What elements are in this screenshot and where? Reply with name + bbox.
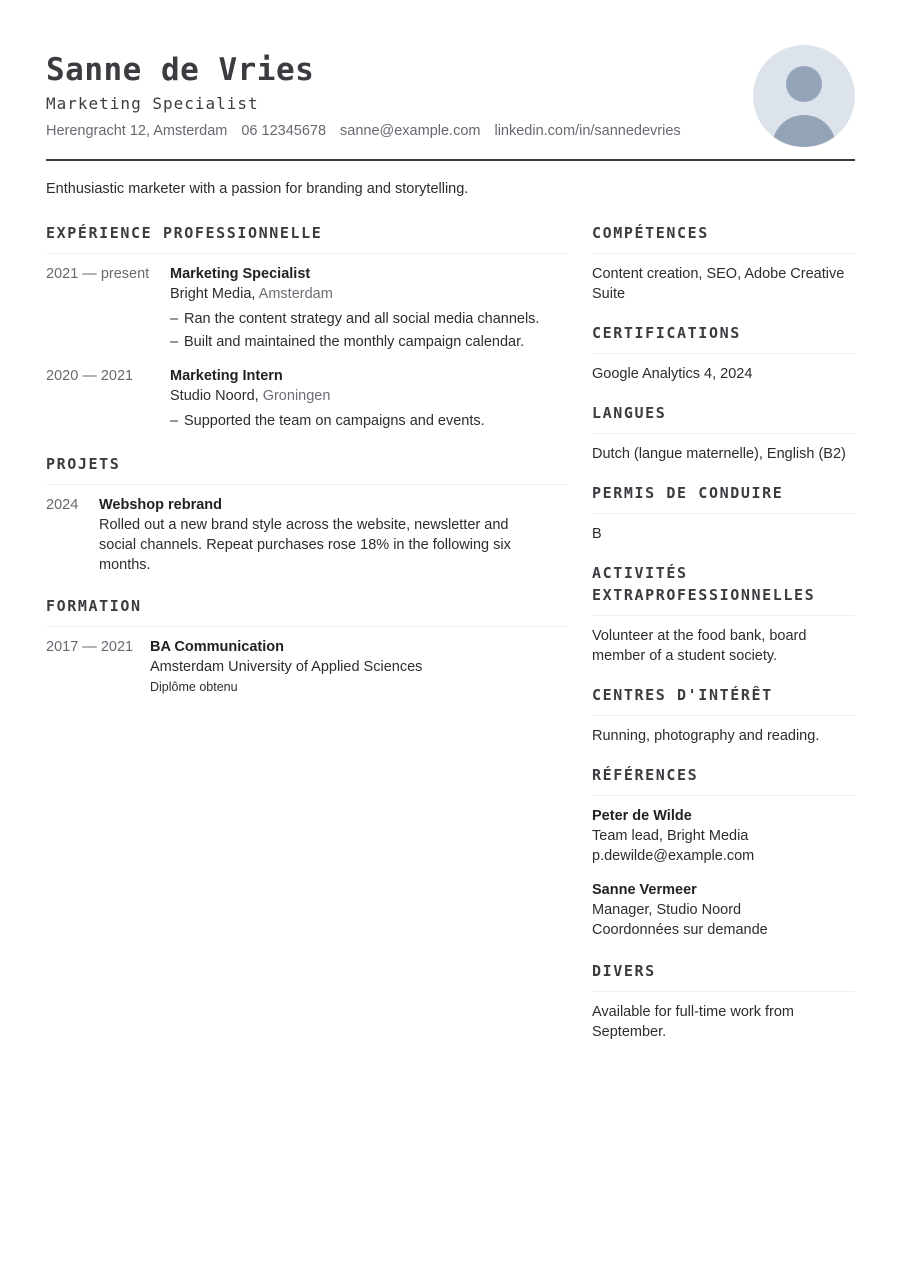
entry-note: Diplôme obtenu xyxy=(150,680,238,694)
section-title: LANGUES xyxy=(592,402,855,434)
bullet-item: – Built and maintained the monthly campaign calendar. xyxy=(170,331,568,354)
activities-text: Volunteer at the food bank, board member of a student society. xyxy=(592,628,807,664)
entry-description: Rolled out a new brand style across the website, newsletter and social channels. Repeat purchases rose 18% in the following six months. xyxy=(99,517,511,573)
section-title: EXPÉRIENCE PROFESSIONNELLE xyxy=(46,222,568,254)
projects-section xyxy=(46,453,568,575)
interests-text: Running, photography and reading. xyxy=(592,728,820,744)
avatar-head xyxy=(786,66,822,102)
section-title: COMPÉTENCES xyxy=(592,222,855,254)
entry-date: 2024 xyxy=(46,497,79,513)
section-title: CERTIFICATIONS xyxy=(592,322,855,354)
skills-text: Content creation, SEO, Adobe Creative Suite xyxy=(592,266,845,302)
resume-page xyxy=(46,0,855,1273)
experience-entry xyxy=(46,264,568,354)
entry-org: Studio Noord xyxy=(170,388,255,404)
entry-location: Amsterdam xyxy=(258,286,333,302)
license-text: B xyxy=(592,526,602,542)
contact-address: Herengracht 12, Amsterdam xyxy=(46,123,228,139)
resume-header xyxy=(46,0,855,161)
avatar-icon xyxy=(753,45,855,147)
section-title: RÉFÉRENCES xyxy=(592,764,855,796)
entry-org-line: Studio Noord, Groningen xyxy=(170,388,331,404)
contact-linkedin: linkedin.com/in/sannedevries xyxy=(494,123,681,139)
main-column xyxy=(46,222,568,709)
entry-title: Webshop rebrand xyxy=(99,497,222,513)
entry-title: Marketing Specialist xyxy=(170,266,311,282)
entry-body xyxy=(170,264,568,354)
entry-title: BA Communication xyxy=(150,639,284,655)
reference-name: Peter de Wilde xyxy=(592,808,692,824)
avatar-body xyxy=(772,115,836,147)
section-title: PROJETS xyxy=(46,453,568,485)
reference-contact: Coordonnées sur demande xyxy=(592,922,768,938)
education-section xyxy=(46,595,568,697)
bullet-item: – Supported the team on campaigns and events. xyxy=(170,410,568,433)
reference-role: Manager, Studio Noord xyxy=(592,902,742,918)
entry-org: Bright Media xyxy=(170,286,252,302)
candidate-name: Sanne de Vries xyxy=(46,52,315,88)
reference-role: Team lead, Bright Media xyxy=(592,828,749,844)
entry-body xyxy=(170,366,568,433)
section-title: PERMIS DE CONDUIRE xyxy=(592,482,855,514)
entry-bullets xyxy=(170,410,568,433)
section-title: CENTRES D'INTÉRÊT xyxy=(592,684,855,716)
entry-title: Marketing Intern xyxy=(170,368,283,384)
experience-section xyxy=(46,222,568,433)
reference-name: Sanne Vermeer xyxy=(592,882,697,898)
reference-entry xyxy=(592,880,855,940)
sidebar-column xyxy=(592,222,855,1060)
project-entry xyxy=(46,495,568,575)
reference-contact: p.dewilde@example.com xyxy=(592,848,755,864)
summary-text: Enthusiastic marketer with a passion for branding and storytelling. xyxy=(46,181,469,197)
entry-date: 2017 — 2021 xyxy=(46,639,134,655)
contact-email: sanne@example.com xyxy=(340,123,481,139)
entry-body xyxy=(99,495,539,575)
entry-school: Amsterdam University of Applied Sciences xyxy=(150,659,423,675)
experience-entry xyxy=(46,366,568,433)
candidate-role: Marketing Specialist xyxy=(46,94,259,113)
entry-bullets xyxy=(170,308,568,354)
section-title: ACTIVITÉS EXTRAPROFESSIONNELLES xyxy=(592,562,855,616)
entry-body xyxy=(150,637,568,697)
entry-date: 2021 — present xyxy=(46,266,150,282)
entry-date: 2020 — 2021 xyxy=(46,368,134,384)
reference-entry xyxy=(592,806,855,866)
misc-text: Available for full-time work from September. xyxy=(592,1004,794,1040)
contact-line xyxy=(46,123,695,139)
education-entry xyxy=(46,637,568,697)
entry-org-line: Bright Media, Amsterdam xyxy=(170,286,333,302)
languages-text: Dutch (langue maternelle), English (B2) xyxy=(592,446,846,462)
section-title: DIVERS xyxy=(592,960,855,992)
entry-location: Groningen xyxy=(262,388,331,404)
section-title: FORMATION xyxy=(46,595,568,627)
bullet-item: – Ran the content strategy and all social media channels. xyxy=(170,308,568,331)
certifications-text: Google Analytics 4, 2024 xyxy=(592,366,753,382)
contact-phone: 06 12345678 xyxy=(241,123,327,139)
